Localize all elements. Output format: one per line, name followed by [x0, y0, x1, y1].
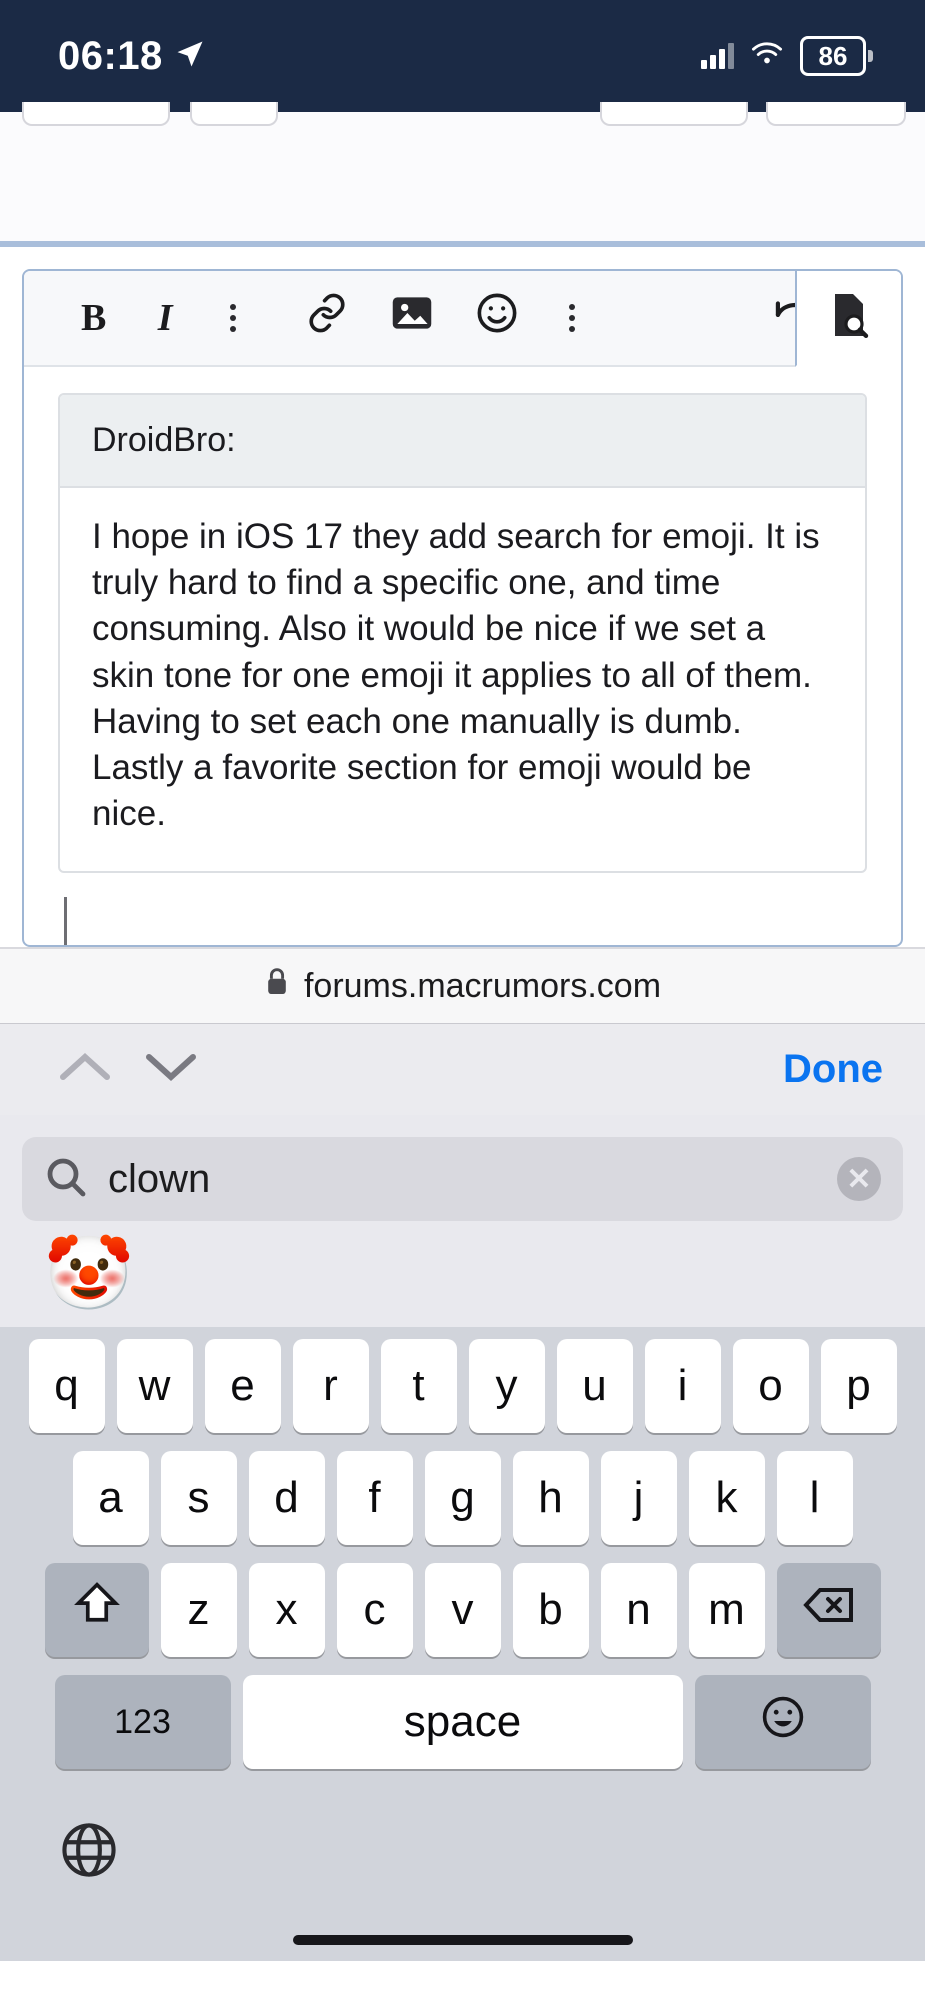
key-a[interactable]: a [73, 1451, 149, 1545]
location-arrow-icon [175, 34, 205, 79]
key-e[interactable]: e [205, 1339, 281, 1433]
clock-label: 06:18 [58, 33, 163, 78]
preview-button[interactable] [795, 270, 901, 367]
emoji-button[interactable] [455, 270, 540, 366]
smiley-icon [474, 290, 520, 346]
emoji-search-field[interactable] [22, 1137, 903, 1221]
bold-button[interactable]: B [81, 297, 107, 339]
emoji-search-panel [0, 1115, 925, 1327]
key-i[interactable]: i [645, 1339, 721, 1433]
smiley-keyboard-icon [759, 1693, 807, 1751]
home-indicator [293, 1935, 633, 1945]
key-j[interactable]: j [601, 1451, 677, 1545]
chrome-stub [766, 102, 906, 126]
battery-indicator [800, 36, 873, 76]
battery-percent-label: 86 [800, 36, 866, 76]
keyboard-globe-row [6, 1787, 919, 1907]
more-vertical-icon [230, 304, 236, 332]
keyboard-row-4 [6, 1675, 919, 1769]
quote-author: DroidBro: [60, 395, 865, 488]
globe-icon [58, 1868, 120, 1885]
key-x[interactable]: x [249, 1563, 325, 1657]
home-indicator-area [6, 1907, 919, 1961]
shift-key[interactable] [45, 1563, 149, 1657]
key-y[interactable]: y [469, 1339, 545, 1433]
backspace-key[interactable] [777, 1563, 881, 1657]
cellular-signal-icon [701, 43, 734, 69]
key-o[interactable]: o [733, 1339, 809, 1433]
key-k[interactable]: k [689, 1451, 765, 1545]
emoji-key[interactable] [695, 1675, 871, 1769]
image-icon [390, 292, 434, 344]
url-label: forums.macrumors.com [303, 966, 662, 1005]
status-bar-right [701, 36, 873, 76]
link-button[interactable] [284, 270, 369, 366]
key-q[interactable]: q [29, 1339, 105, 1433]
previous-field-button[interactable] [42, 1049, 128, 1090]
more-vertical-icon [569, 304, 575, 332]
key-u[interactable]: u [557, 1339, 633, 1433]
backspace-icon [803, 1585, 855, 1636]
editor-area [0, 247, 925, 947]
next-field-button[interactable] [128, 1049, 214, 1090]
keyboard-accessory-bar [0, 1023, 925, 1115]
key-d[interactable]: d [249, 1451, 325, 1545]
italic-button[interactable]: I [157, 297, 173, 339]
link-icon [305, 291, 349, 345]
more-insert-button[interactable] [540, 270, 603, 366]
key-z[interactable]: z [161, 1563, 237, 1657]
done-button[interactable]: Done [783, 1047, 883, 1091]
emoji-search-input[interactable]: clown [108, 1156, 211, 1201]
key-l[interactable]: l [777, 1451, 853, 1545]
lock-icon [264, 966, 290, 1007]
editor-toolbar [24, 271, 901, 367]
wifi-icon [750, 41, 784, 72]
globe-key[interactable] [58, 1819, 120, 1886]
more-format-button[interactable] [201, 270, 264, 366]
key-t[interactable]: t [381, 1339, 457, 1433]
document-preview-icon [827, 291, 871, 344]
chrome-stub [600, 102, 748, 126]
chevron-up-icon [57, 1049, 113, 1090]
key-h[interactable]: h [513, 1451, 589, 1545]
quote-text: I hope in iOS 17 they add search for emoji. It is truly hard to find a specific one, and time consuming. Also it would be nice if we set a skin tone for one emoji it applies to all of them. Having to set each one manually is dumb. Lastly a favorite section for emoji would be nice. [92, 517, 820, 834]
key-b[interactable]: b [513, 1563, 589, 1657]
keyboard-row-1 [6, 1339, 919, 1433]
browser-chrome-strip [0, 112, 925, 247]
search-icon [44, 1155, 88, 1204]
status-bar-left [58, 34, 205, 79]
battery-nub [868, 50, 873, 62]
url-bar[interactable] [0, 947, 925, 1023]
chrome-stub [22, 102, 170, 126]
key-n[interactable]: n [601, 1563, 677, 1657]
shift-up-icon [74, 1581, 120, 1640]
blockquote [58, 393, 867, 873]
space-key[interactable]: space [243, 1675, 683, 1769]
emoji-result-item[interactable]: 🤡 [44, 1234, 134, 1314]
key-p[interactable]: p [821, 1339, 897, 1433]
key-v[interactable]: v [425, 1563, 501, 1657]
key-m[interactable]: m [689, 1563, 765, 1657]
key-s[interactable]: s [161, 1451, 237, 1545]
keyboard-row-2 [6, 1451, 919, 1545]
chevron-down-icon [143, 1049, 199, 1090]
numbers-key[interactable]: 123 [55, 1675, 231, 1769]
clear-search-icon[interactable]: ✕ [837, 1157, 881, 1201]
rich-text-editor[interactable] [22, 269, 903, 947]
emoji-results-row [22, 1221, 903, 1327]
key-r[interactable]: r [293, 1339, 369, 1433]
chrome-stub [190, 102, 278, 126]
keyboard-row-3 [6, 1563, 919, 1657]
status-bar [0, 0, 925, 112]
key-c[interactable]: c [337, 1563, 413, 1657]
key-g[interactable]: g [425, 1451, 501, 1545]
on-screen-keyboard [0, 1327, 925, 1961]
key-w[interactable]: w [117, 1339, 193, 1433]
insert-image-button[interactable] [369, 270, 454, 366]
text-cursor [64, 897, 67, 947]
key-f[interactable]: f [337, 1451, 413, 1545]
